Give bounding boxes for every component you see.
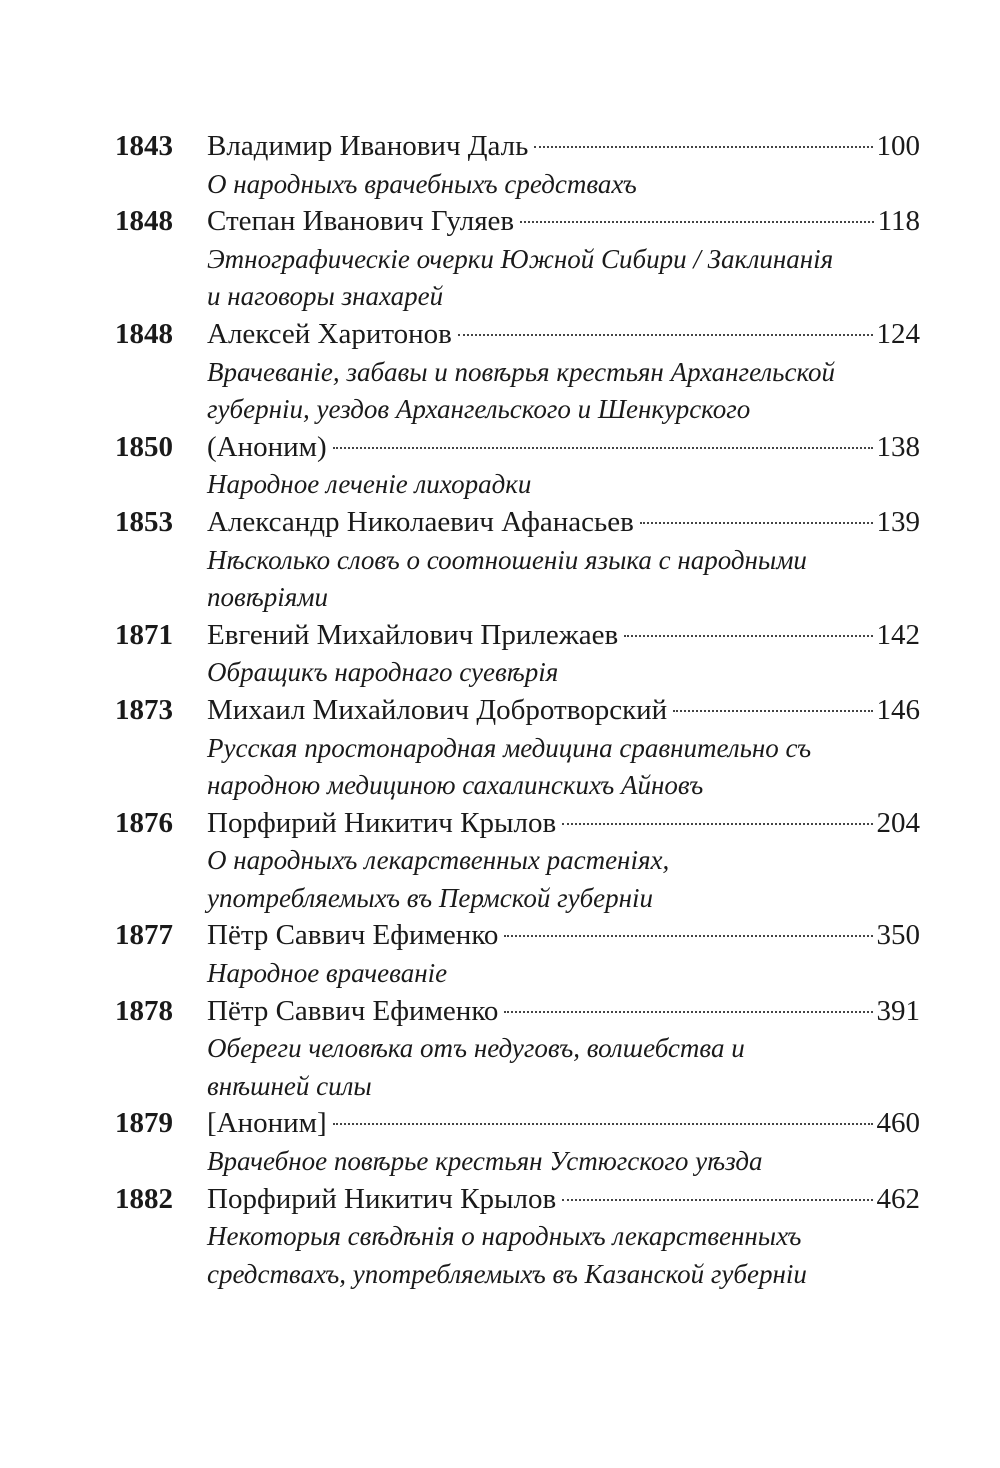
entry-body (207, 805, 920, 918)
entry-author-line (207, 429, 920, 467)
entry-year: 1853 (115, 505, 173, 538)
toc-entry (115, 128, 920, 203)
toc-entry (115, 917, 920, 992)
dot-leader (458, 334, 873, 336)
entry-author-line (207, 917, 920, 955)
entry-body (207, 1105, 920, 1180)
entry-year: 1848 (115, 205, 173, 238)
entry-year: 1871 (115, 618, 173, 651)
entry-author-line (207, 617, 920, 655)
entry-page-number: 138 (876, 430, 920, 463)
entry-page-number: 391 (876, 994, 920, 1027)
toc-entry (115, 316, 920, 429)
entry-title: Обращикъ народнаго суевѣрія (207, 657, 559, 688)
entry-body (207, 1181, 920, 1294)
toc-entry (115, 993, 920, 1106)
entry-author-line (207, 504, 920, 542)
entry-author-line (207, 316, 920, 354)
entry-title: Нѣсколько словъ о соотношеніи языка с народными повѣріями (207, 544, 807, 613)
dot-leader (504, 935, 872, 937)
entry-body (207, 692, 920, 805)
entry-page-number: 460 (876, 1107, 920, 1140)
entry-year: 1877 (115, 919, 173, 952)
entry-year: 1873 (115, 693, 173, 726)
dot-leader (673, 710, 872, 712)
entry-body (207, 993, 920, 1106)
entry-page-number: 462 (876, 1182, 920, 1215)
entry-body (207, 917, 920, 992)
dot-leader (562, 1199, 872, 1201)
entry-author: Михаил Михайлович Добротворский (207, 693, 668, 726)
entry-page-number: 142 (876, 618, 920, 651)
entry-author-line (207, 1181, 920, 1219)
toc-entry (115, 429, 920, 504)
entry-author: Степан Иванович Гуляев (207, 205, 515, 238)
entry-title: Народное врачеваніе (207, 958, 448, 989)
entry-page-number: 146 (876, 693, 920, 726)
entry-body (207, 203, 920, 316)
entry-author: Владимир Иванович Даль (207, 130, 529, 162)
entry-body (207, 316, 920, 429)
entry-page-number: 124 (876, 317, 920, 350)
dot-leader (333, 447, 873, 449)
entry-title: О народныхъ лекарственных растеніях, употребляемыхъ въ Пермской губерніи (207, 845, 670, 913)
entry-author: Пётр Саввич Ефименко (207, 919, 499, 952)
toc-entry (115, 617, 920, 692)
table-of-contents (115, 128, 920, 1293)
entry-year: 1843 (115, 130, 173, 162)
entry-year: 1879 (115, 1107, 173, 1140)
entry-author: Алексей Харитонов (207, 317, 452, 350)
toc-entry (115, 1105, 920, 1180)
entry-year: 1878 (115, 994, 173, 1027)
entry-page-number: 204 (876, 806, 920, 839)
entry-author-line (207, 993, 920, 1031)
entry-title: О народныхъ врачебныхъ средствахъ (207, 168, 637, 199)
dot-leader (562, 823, 872, 825)
dot-leader (534, 146, 872, 148)
entry-author: Пётр Саввич Ефименко (207, 994, 499, 1027)
entry-author: Евгений Михайлович Прилежаев (207, 618, 619, 651)
entry-body (207, 617, 920, 692)
toc-entry (115, 203, 920, 316)
entry-page-number: 100 (876, 130, 920, 162)
entry-title: Русская простонародная медицина сравнительно съ народною медициною сахалинскихъ Айновъ (207, 732, 812, 801)
dot-leader (520, 221, 873, 223)
entry-author: [Аноним] (207, 1107, 327, 1140)
entry-body (207, 128, 920, 203)
entry-author-line (207, 692, 920, 730)
entry-title: Врачеваніе, забавы и повѣрья крестьян Архангельской губерніи, уездов Архангельского и Шенкурского (207, 356, 836, 425)
dot-leader (624, 635, 872, 637)
toc-entry (115, 692, 920, 805)
entry-body (207, 504, 920, 617)
entry-author-line (207, 805, 920, 843)
entry-author-line (207, 128, 920, 166)
entry-author: Порфирий Никитич Крылов (207, 1182, 557, 1215)
entry-title: Народное леченіе лихорадки (207, 469, 532, 500)
toc-entry (115, 504, 920, 617)
entry-title: Обереги человѣка отъ недуговъ, волшебства и внѣшней силы (207, 1033, 745, 1101)
dot-leader (504, 1011, 872, 1013)
entry-author-line (207, 1105, 920, 1143)
entry-year: 1876 (115, 806, 173, 839)
entry-title: Врачебное повѣрье крестьян Устюгского уѣзда (207, 1146, 763, 1177)
toc-entry (115, 805, 920, 918)
entry-page-number: 118 (877, 205, 920, 238)
entry-author: Александр Николаевич Афанасьев (207, 505, 634, 538)
dot-leader (640, 522, 873, 524)
entry-page-number: 350 (876, 919, 920, 952)
dot-leader (333, 1123, 873, 1125)
entry-title: Некоторыя свѣдѣнія о народныхъ лекарственныхъ средствахъ, употребляемыхъ въ Казанской губерніи (207, 1221, 807, 1289)
entry-year: 1850 (115, 430, 173, 463)
entry-title: Этнографическіе очерки Южной Сибири / Заклинанія и наговоры знахарей (207, 243, 834, 312)
entry-author: (Аноним) (207, 430, 327, 463)
toc-entry (115, 1181, 920, 1294)
entry-page-number: 139 (876, 505, 920, 538)
entry-year: 1882 (115, 1182, 173, 1215)
entry-author: Порфирий Никитич Крылов (207, 806, 557, 839)
entry-body (207, 429, 920, 504)
entry-author-line (207, 203, 920, 241)
entry-year: 1848 (115, 317, 173, 350)
